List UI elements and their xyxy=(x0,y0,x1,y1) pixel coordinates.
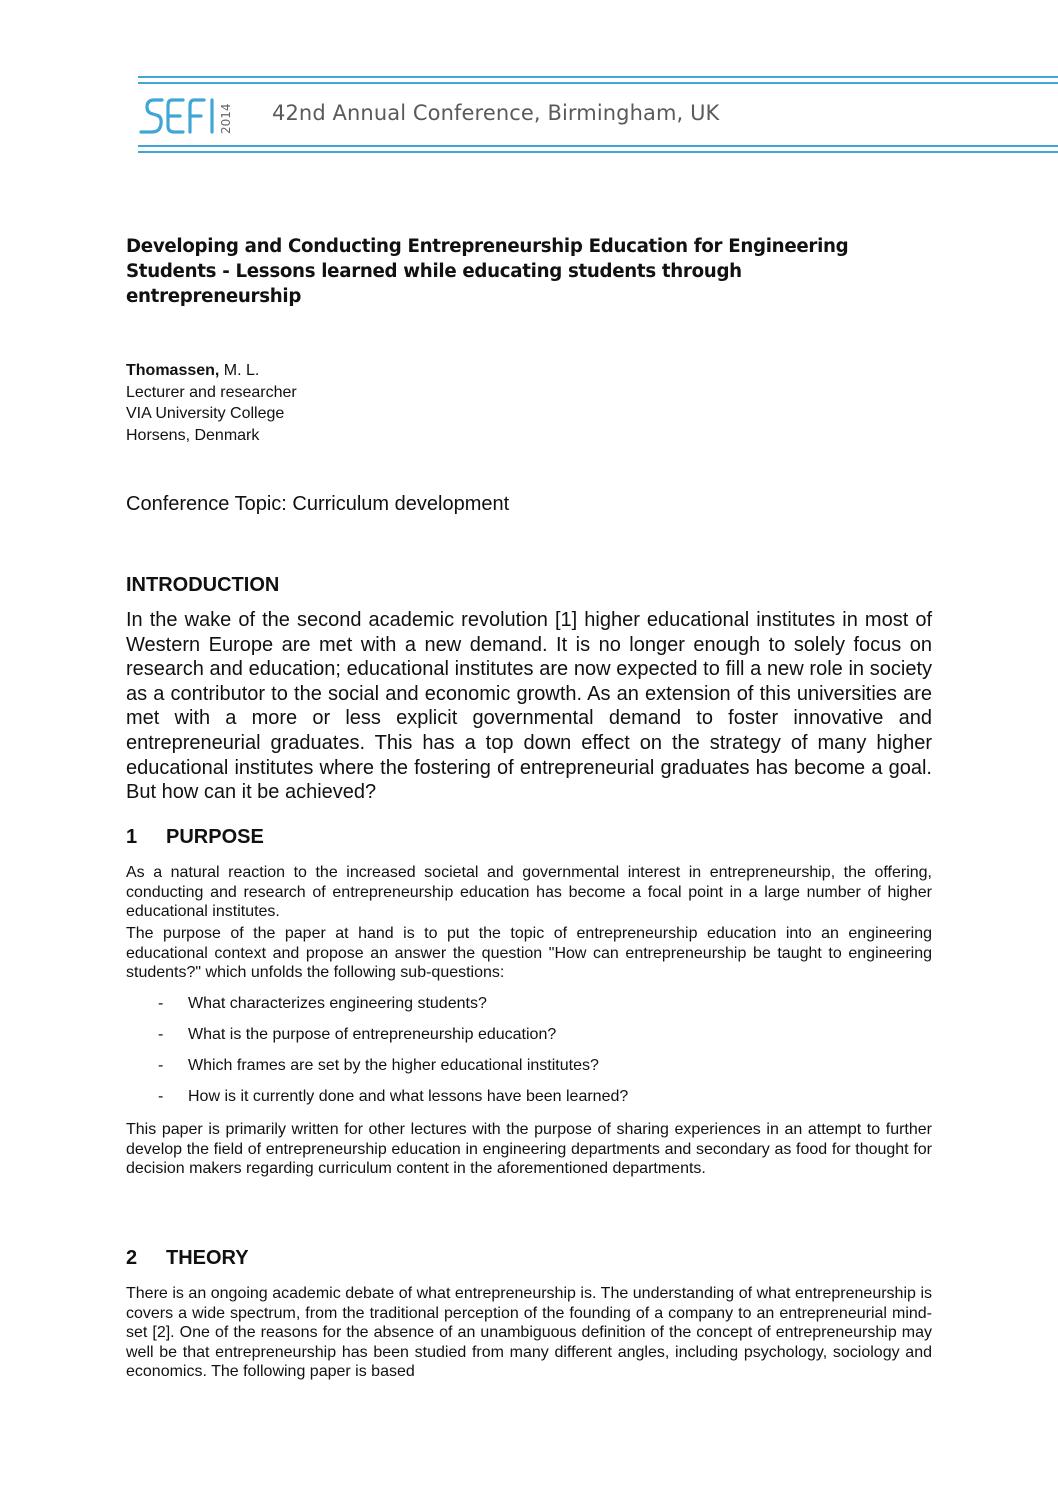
author-name xyxy=(126,360,297,382)
author-role: Lecturer and researcher xyxy=(126,383,297,401)
sefi-logo xyxy=(138,94,263,140)
section-number: 1 xyxy=(126,826,138,848)
header-rule-top-1 xyxy=(138,76,1058,78)
list-item xyxy=(126,994,932,1025)
author-initials: M. L. xyxy=(219,362,260,379)
purpose-paragraph-1: As a natural reaction to the increased societal and governmental interest in entrepreneurship, the offering, conducting and research of entrepreneurship education has become a focal point in a large number of higher educational institutes. xyxy=(126,864,932,920)
list-item xyxy=(126,1087,932,1118)
list-item-text: What is the purpose of entrepreneurship education? xyxy=(188,1026,557,1043)
purpose-paragraph-3: This paper is primarily written for other lectures with the purpose of sharing experiences in an attempt to further develop the field of entrepreneurship education in engineering departments and secondary as food for thought for decision makers regarding curriculum content in the aforementioned departments. xyxy=(126,1121,932,1177)
conference-topic: Conference Topic: Curriculum development xyxy=(126,493,510,515)
header-rule-bottom-2 xyxy=(138,151,1058,153)
theory-heading xyxy=(126,1247,249,1270)
bullet-marker: - xyxy=(158,995,164,1012)
list-item xyxy=(126,1056,932,1087)
list-item-text: Which frames are set by the higher educational institutes? xyxy=(188,1057,599,1074)
introduction-text: In the wake of the second academic revolution [1] higher educational institutes in most of Western Europe are met with a new demand. It is no longer enough to solely focus on research and education; educational institutes are now expected to fill a new role in society as a contributor to the social and economic growth. As an extension of this universities are met with a more or less explicit governmental demand to foster innovative and entrepreneurial graduates. This has a top down effect on the strategy of many higher educational institutes where the fostering of entrepreneurial graduates has become a goal. But how can it be achieved? xyxy=(126,609,932,804)
introduction-heading: INTRODUCTION xyxy=(126,574,280,596)
section-title: THEORY xyxy=(166,1247,249,1269)
bullet-marker: - xyxy=(158,1057,164,1074)
section-number: 2 xyxy=(126,1247,138,1269)
purpose-paragraph-2: The purpose of the paper at hand is to put the topic of entrepreneurship education into an engineering educational context and propose an answer the question "How can entrepreneurship be taught to engineering students?" which unfolds the following sub-questions: xyxy=(126,925,932,981)
logo-year: 2014 xyxy=(219,103,233,134)
section-title: PURPOSE xyxy=(166,826,264,848)
header-rule-bottom-1 xyxy=(138,145,1058,147)
list-item-text: What characterizes engineering students? xyxy=(188,995,487,1012)
list-item xyxy=(126,1025,932,1056)
theory-paragraph-1: There is an ongoing academic debate of what entrepreneurship is. The understanding of what entrepreneurship is covers a wide spectrum, from the traditional perception of the founding of a company to an entrepreneurial mind-set [2]. One of the reasons for the absence of an unambiguous definition of the concept of entrepreneurship may well be that entrepreneurship has been studied from many different angles, including psychology, sociology and economics. The following paper is based xyxy=(126,1285,932,1380)
purpose-heading xyxy=(126,826,264,849)
sub-question-list xyxy=(126,994,932,1118)
author-location: Horsens, Denmark xyxy=(126,426,260,444)
header-rule-top-2 xyxy=(138,82,1058,84)
author-block xyxy=(126,360,297,446)
author-institution: VIA University College xyxy=(126,405,285,422)
paper-title: Developing and Conducting Entrepreneurship Education for Engineering Students - Lessons learned while educating students through entrepreneurship xyxy=(126,236,849,307)
author-surname: Thomassen, xyxy=(126,362,220,379)
list-item-text: How is it currently done and what lessons have been learned? xyxy=(188,1088,629,1105)
bullet-marker: - xyxy=(158,1026,164,1043)
bullet-marker: - xyxy=(158,1088,164,1105)
conference-title: 42nd Annual Conference, Birmingham, UK xyxy=(272,101,720,125)
